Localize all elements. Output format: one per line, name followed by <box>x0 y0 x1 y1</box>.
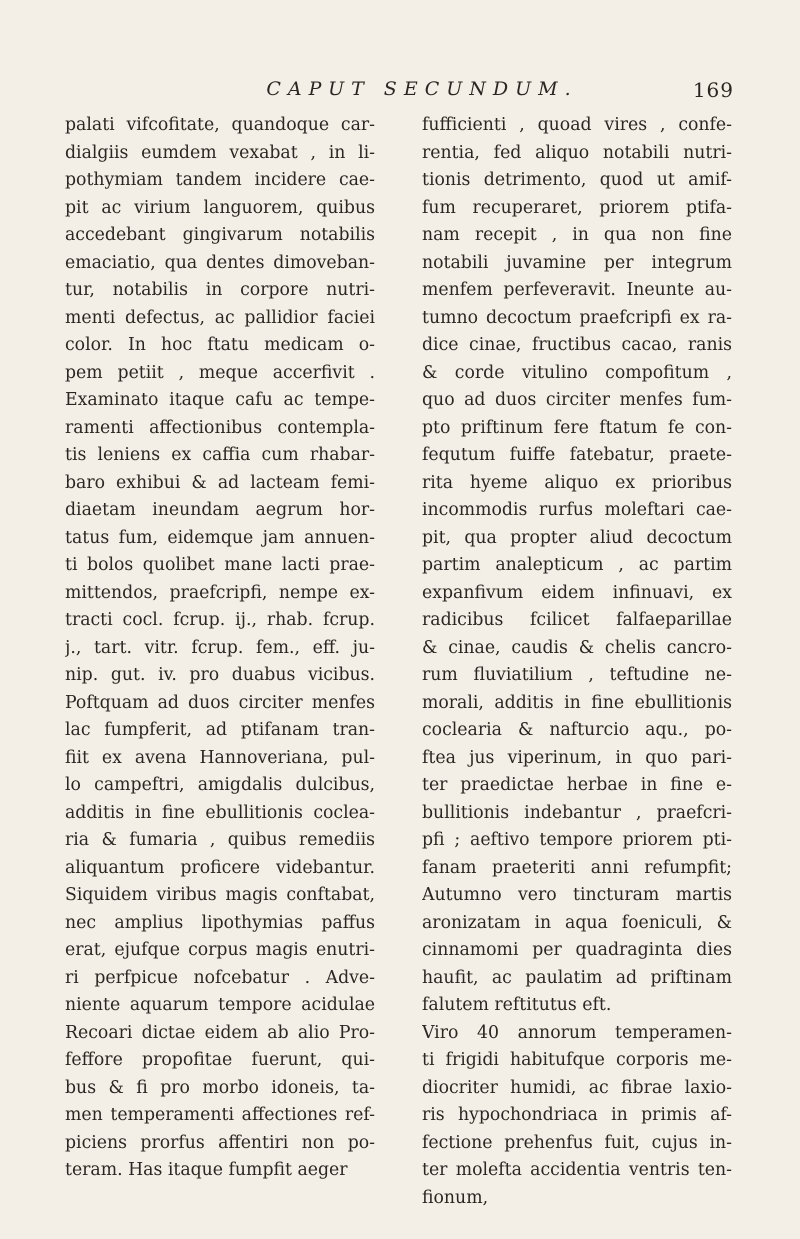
text-line: pem petiit , meque accerfivit . <box>65 362 375 383</box>
text-line: rentia, fed aliquo notabili nutri- <box>422 142 732 163</box>
text-line: & cinae, caudis & chelis cancro- <box>422 637 732 658</box>
text-line: tis leniens ex caffia cum rhabar- <box>65 445 375 465</box>
page-number: 169 <box>692 78 734 102</box>
text-line: diocriter humidi, ac fibrae laxio- <box>422 1077 732 1098</box>
text-line: ti bolos quolibet mane lacti prae- <box>65 555 375 575</box>
text-line: feffore propofitae fuerunt, qui- <box>65 1050 375 1070</box>
text-line: Viro 40 annorum temperamen- <box>422 1022 732 1043</box>
text-line: palati vifcofitate, quandoque car- <box>65 115 375 135</box>
text-line: aronizatam in aqua foeniculi, & <box>422 912 732 933</box>
text-line: fiit ex avena Hannoveriana, pul- <box>65 747 375 768</box>
text-line: notabili juvamine per integrum <box>422 252 732 273</box>
text-line: Recoari dictae eidem ab alio Pro- <box>65 1022 375 1043</box>
text-line: nam recepit , in qua non fine <box>422 225 732 245</box>
chapter-title: CAPUT SECUNDUM. <box>266 78 578 100</box>
text-line: Siquidem viribus magis conftabat, <box>65 885 375 905</box>
text-line: radicibus fcilicet falfaeparillae <box>422 610 732 630</box>
text-line: ftea jus viperinum, in quo pari- <box>422 747 732 768</box>
text-line: Poftquam ad duos circiter menfes <box>65 692 375 713</box>
left-text-column <box>65 112 375 1185</box>
text-line: ti frigidi habitufque corporis me- <box>422 1050 732 1070</box>
text-line: j., tart. vitr. fcrup. fem., eff. ju- <box>65 637 375 658</box>
text-line: ter molefta accidentia ventris ten- <box>422 1160 732 1180</box>
text-line: tionis detrimento, quod ut amif- <box>422 170 732 190</box>
text-line: ri perfpicue nofcebatur . Adve- <box>65 967 375 988</box>
text-line: lo campeftri, amigdalis dulcibus, <box>65 775 375 795</box>
text-line: menfem perfeveravit. Ineunte au- <box>422 280 732 300</box>
text-line: fufficienti , quoad vires , confe- <box>422 115 732 135</box>
text-line: lac fumpferit, ad ptifanam tran- <box>65 720 375 740</box>
text-line: expanfivum eidem infinuavi, ex <box>422 582 732 603</box>
text-line: Autumno vero tincturam martis <box>422 885 732 905</box>
text-line: nec amplius lipothymias paffus <box>65 912 375 933</box>
text-line: emaciatio, qua dentes dimoveban- <box>65 252 375 273</box>
text-line: fum recuperaret, priorem ptifa- <box>422 197 732 218</box>
text-line: fionum, <box>422 1187 489 1208</box>
text-line: piciens prorfus affentiri non po- <box>65 1132 375 1153</box>
text-line: pfi ; aeftivo tempore priorem pti- <box>422 830 732 850</box>
text-line: menti defectus, ac pallidior faciei <box>65 307 375 328</box>
text-line: tumno decoctum praefcripfi ex ra- <box>422 307 732 328</box>
text-line: tatus fum, eidemque jam annuen- <box>65 527 375 548</box>
text-line: additis in fine ebullitionis coclea- <box>65 802 375 823</box>
text-line: erat, ejufque corpus magis enutri- <box>65 940 375 960</box>
text-line: baro exhibui & ad lacteam femi- <box>65 472 375 493</box>
text-line: rum fluviatilium , teftudine ne- <box>422 665 732 685</box>
text-line: pit ac virium languorem, quibus <box>65 197 375 218</box>
text-line: ria & fumaria , quibus remediis <box>65 830 375 850</box>
text-line: partim analepticum , ac partim <box>422 555 732 575</box>
text-line: haufit, ac paulatim ad priftinam <box>422 967 732 988</box>
running-header <box>0 74 800 114</box>
text-line: pto priftinum fere ftatum fe con- <box>422 417 732 438</box>
text-line: morali, additis in fine ebullitionis <box>422 692 732 713</box>
text-line: fanam praeteriti anni refumpfit; <box>422 857 732 878</box>
text-line: dialgiis eumdem vexabat , in li- <box>65 142 375 163</box>
text-line: cinnamomi per quadraginta dies <box>422 940 732 960</box>
text-line: accedebant gingivarum notabilis <box>65 225 375 245</box>
text-line: nip. gut. iv. pro duabus vicibus. <box>65 665 375 685</box>
text-line: fequtum fuiffe fatebatur, praete- <box>422 445 732 465</box>
text-line: tracti cocl. fcrup. ij., rhab. fcrup. <box>65 610 375 630</box>
text-line: pothymiam tandem incidere cae- <box>65 170 375 190</box>
text-line: Examinato itaque cafu ac tempe- <box>65 390 375 410</box>
text-line: pit, qua propter aliud decoctum <box>422 527 732 548</box>
text-line: & corde vitulino compofitum , <box>422 362 732 383</box>
text-line: tur, notabilis in corpore nutri- <box>65 280 375 300</box>
text-line: incommodis rurfus moleftari cae- <box>422 500 732 520</box>
text-line: niente aquarum tempore acidulae <box>65 995 375 1015</box>
text-line: diaetam ineundam aegrum hor- <box>65 500 375 520</box>
text-line: ris hypochondriaca in primis af- <box>422 1105 732 1125</box>
text-line: fectione prehenfus fuit, cujus in- <box>422 1132 732 1153</box>
text-line: ramenti affectionibus contempla- <box>65 417 375 438</box>
right-text-column <box>422 112 732 1212</box>
text-line: coclearia & nafturcio aqu., po- <box>422 720 732 740</box>
text-line: aliquantum proficere videbantur. <box>65 857 375 878</box>
text-line: dice cinae, fructibus cacao, ranis <box>422 335 732 355</box>
text-line: quo ad duos circiter menfes fum- <box>422 390 732 410</box>
text-line: bullitionis indebantur , praefcri- <box>422 802 732 823</box>
text-line: color. In hoc ftatu medicam o- <box>65 335 375 355</box>
text-line: ter praedictae herbae in fine e- <box>422 775 732 795</box>
text-line: mittendos, praefcripfi, nempe ex- <box>65 582 375 603</box>
text-line: teram. Has itaque fumpfit aeger <box>65 1160 348 1180</box>
text-line: falutem reftitutus eft. <box>422 995 612 1015</box>
text-line: rita hyeme aliquo ex prioribus <box>422 472 732 493</box>
text-line: men temperamenti affectiones ref- <box>65 1105 375 1125</box>
text-line: bus & fi pro morbo idoneis, ta- <box>65 1077 375 1098</box>
